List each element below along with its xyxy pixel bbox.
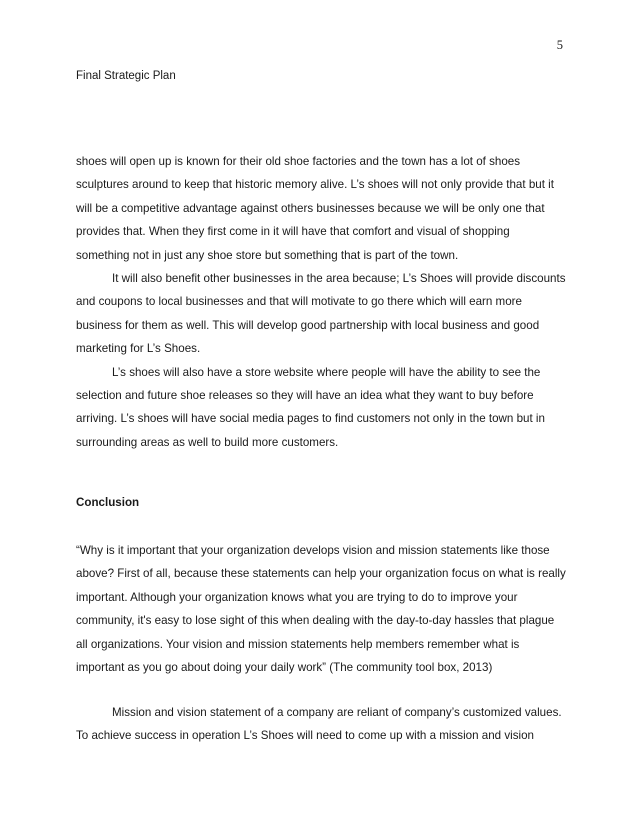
text-line: all organizations. Your vision and mission statements help members remember what is [76, 637, 520, 651]
text-line: surrounding areas as well to build more customers. [76, 435, 339, 449]
page-number: 5 [556, 38, 563, 52]
paragraph-first-line: L’s shoes will also have a store website where people will have the ability to see the [112, 365, 541, 379]
paragraph-first-line: Mission and vision statement of a company are reliant of company’s customized values. [112, 706, 562, 719]
text-line: shoes will open up is known for their old shoe factories and the town has a lot of shoes [76, 155, 521, 168]
section-heading-conclusion: Conclusion [76, 496, 140, 509]
text-line: “Why is it important that your organization develops vision and mission statements like those [76, 544, 550, 557]
text-line: provides that. When they first come in it will have that comfort and visual of shopping [76, 225, 510, 239]
text-line: marketing for L’s Shoes. [76, 342, 201, 356]
text-line: important. Although your organization knows what you are trying to do to improve your [76, 590, 518, 604]
body-text-block [76, 701, 566, 748]
text-line: community, it's easy to lose sight of this when dealing with the day-to-day hassles that plague [76, 614, 555, 628]
text-line: To achieve success in operation L’s Shoes will need to come up with a mission and vision [76, 729, 534, 743]
text-line: arriving. L’s shoes will have social media pages to find customers not only in the town but in [76, 412, 545, 426]
text-line: above? First of all, because these statements can help your organization focus on what is really [76, 567, 566, 581]
text-line: and coupons to local businesses and that will motivate to go there which will earn more [76, 295, 522, 309]
running-head: Final Strategic Plan [76, 70, 176, 82]
quote-block [76, 539, 566, 679]
text-line: sculptures around to keep that historic memory alive. L’s shoes will not only provide that but it [76, 178, 554, 192]
text-line: selection and future shoe releases so they will have an idea what they want to buy before [76, 389, 534, 403]
text-line: business for them as well. This will develop good partnership with local business and good [76, 318, 540, 332]
body-text-block [76, 150, 566, 454]
paragraph-first-line: It will also benefit other businesses in the area because; L’s Shoes will provide discounts [112, 272, 566, 286]
text-line: something not in just any shoe store but something that is part of the town. [76, 248, 459, 262]
text-line: important as you go about doing your daily work” (The community tool box, 2013) [76, 661, 493, 675]
text-line: will be a competitive advantage against others businesses because we will be only one that [76, 201, 545, 215]
